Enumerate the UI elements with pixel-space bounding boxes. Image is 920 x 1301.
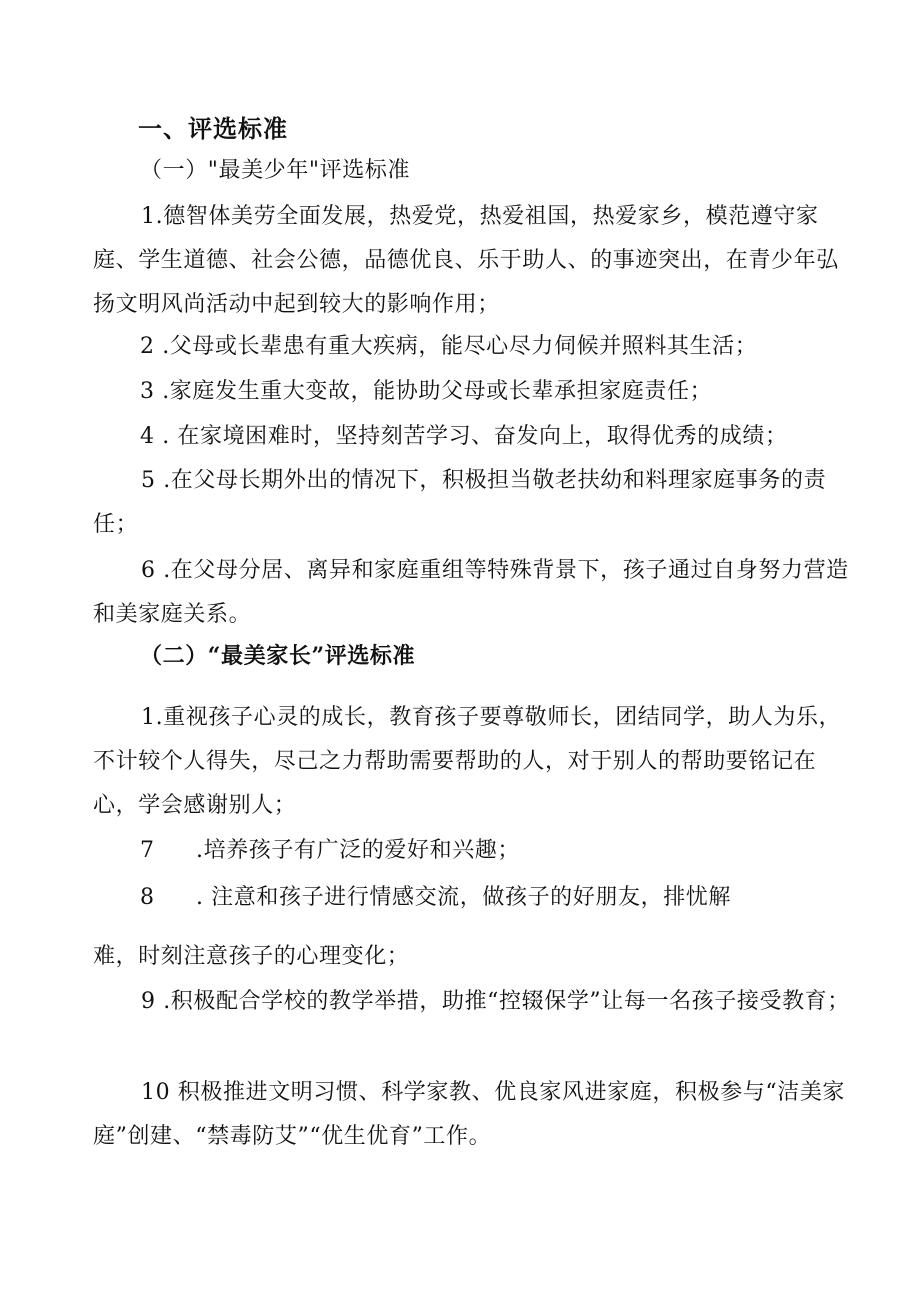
criterion-2-8-text: . 注意和孩子进行情感交流，做孩子的好朋友，排忧解 (196, 885, 731, 910)
criterion-1-1: 1.德智体美劳全面发展，热爱党，热爱祖国，热爱家乡，模范遵守家庭、学生道德、社会公德，品德优良、乐于助人、的事迹突出，在青少年弘扬文明风尚活动中起到较大的影响作用； (93, 204, 839, 317)
criterion-2-8-continued: 难，时刻注意孩子的心理变化； (93, 944, 410, 969)
criterion-2-1: 1.重视孩子心灵的成长，教育孩子要尊敬师长，团结同学，助人为乐，不计较个人得失，尽己之力帮助需要帮助的人，对于别人的帮助要铭记在心，学会感谢别人； (93, 705, 842, 818)
criterion-2-7-text: .培养孩子有广泛的爱好和兴趣； (196, 838, 520, 863)
subsection-heading-1: （一）"最美少年"评选标准 (140, 158, 411, 183)
criterion-1-4: 4 . 在家境困难时，坚持刻苦学习、奋发向上，取得优秀的成绩； (140, 424, 788, 449)
criterion-2-8-number: 8 (140, 885, 155, 910)
criterion-2-7-number: 7 (140, 838, 155, 863)
criterion-1-5: 5 .在父母长期外出的情况下，积极担当敬老扶幼和料理家庭事务的责任； (93, 468, 827, 537)
criterion-2-9: 9 .积极配合学校的教学举措，助推“控辍保学”让每一名孩子接受教育； (141, 989, 850, 1014)
criterion-1-3: 3 .家庭发生重大变故，能协助父母或长辈承担家庭责任； (140, 379, 713, 404)
criterion-1-6: 6 .在父母分居、离异和家庭重组等特殊背景下，孩子通过自身努力营造和美家庭关系。 (93, 558, 849, 627)
criterion-1-2: 2 .父母或长辈患有重大疾病，能尽心尽力伺候并照料其生活； (140, 334, 758, 359)
criterion-2-10: 10 积极推进文明习惯、科学家教、优良家风进家庭，积极参与“洁美家庭”创建、“禁毒防艾”“优生优育”工作。 (93, 1080, 846, 1149)
section-title: 一、评选标准 (138, 114, 288, 143)
subsection-heading-2: （二）“最美家长”评选标准 (140, 643, 416, 669)
